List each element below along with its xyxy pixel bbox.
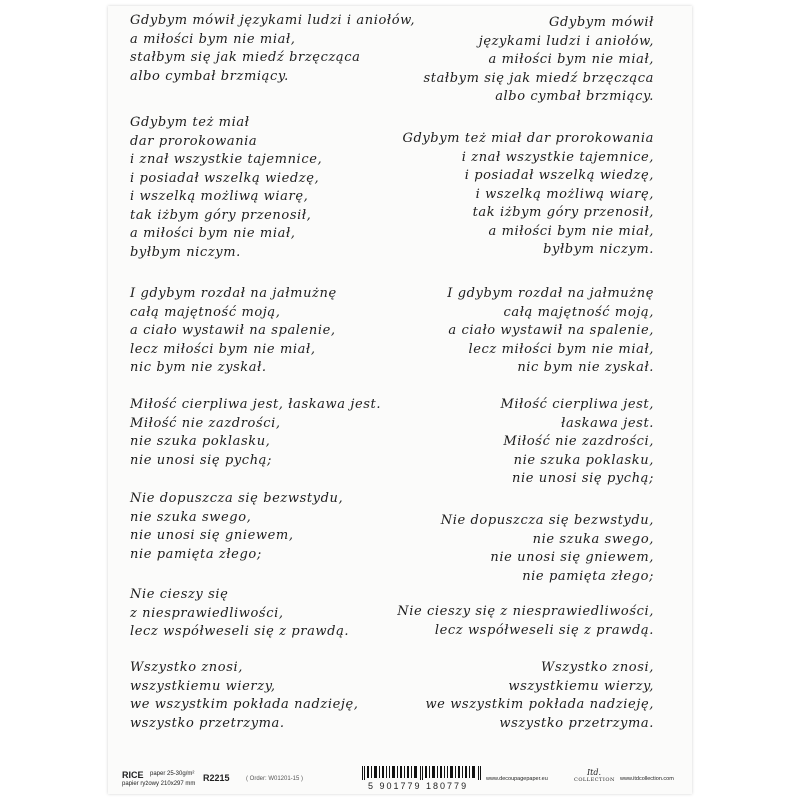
- poem-line: a miłości bym nie miał,: [488, 52, 654, 67]
- poem-line: stałbym się jak miedź brzęcząca: [130, 50, 361, 65]
- poem-line: Miłość nie zazdrości,: [130, 415, 281, 431]
- poem-line: stałbym się jak miedź brzęcząca: [423, 70, 654, 86]
- order-number: ( Order: W01201-15 ): [246, 776, 304, 782]
- stanza-right: [423, 14, 654, 107]
- poem-line: Nie cieszy się z niesprawiedliwości,: [397, 604, 654, 619]
- poem-line: lecz miłości bym nie miał,: [468, 341, 654, 357]
- stanza-left: [130, 659, 359, 733]
- poem-line: lecz miłości bym nie miał,: [130, 341, 316, 357]
- rice-paper-sheet: [108, 6, 692, 794]
- poem-line: Wszystko znosi,: [130, 660, 243, 675]
- poem-line: i wszelką możliwą wiarę,: [130, 189, 309, 204]
- poem-line: nic bym nie zyskał.: [517, 360, 654, 375]
- poem-line: nie szuka swego,: [130, 509, 252, 525]
- paper-weight-label: paper 25-30g/m²: [150, 771, 195, 777]
- poem-line: całą majętność moją,: [130, 304, 281, 320]
- poem-line: we wszystkim pokłada nadzieję,: [130, 697, 359, 712]
- poem-line: a ciało wystawił na spalenie,: [130, 323, 336, 338]
- ean-number: 5 901779 180779: [368, 781, 469, 791]
- poem-line: byłbym niczym.: [543, 242, 654, 257]
- poem-line: Nie dopuszcza się bezwstydu,: [440, 513, 654, 528]
- poem-line: a miłości bym nie miał,: [130, 31, 296, 47]
- poem-line: nie pamięta złego;: [522, 568, 654, 584]
- website-decoupage: www.decoupagepaper.eu: [486, 776, 548, 782]
- poem-line: a miłości bym nie miał,: [488, 223, 654, 239]
- poem-line: Gdybym też miał: [130, 115, 250, 130]
- poem-line: nie unosi się pychą;: [512, 471, 654, 486]
- stanza-right: [397, 603, 654, 640]
- poem-line: nie szuka swego,: [532, 531, 654, 547]
- poem-line: i znał wszystkie tajemnice,: [130, 152, 323, 167]
- logo-itd-text: Itd.: [586, 768, 602, 777]
- poem-line: Gdybym mówił językami ludzi i aniołów,: [130, 13, 416, 28]
- poem-line: Miłość cierpliwa jest,: [500, 397, 654, 412]
- poem-line: nie pamięta złego;: [130, 546, 262, 562]
- poem-line: Nie dopuszcza się bezwstydu,: [130, 491, 344, 506]
- poem-line: łaskawa jest.: [561, 415, 654, 431]
- poem-line: wszystkiemu wierzy,: [130, 678, 276, 694]
- poem-line: nie szuka poklasku,: [130, 434, 271, 449]
- stanza-left: [130, 285, 337, 378]
- poem-line: nie szuka poklasku,: [513, 452, 654, 468]
- product-footer: [108, 768, 692, 794]
- poem-line: Wszystko znosi,: [541, 660, 654, 675]
- stanza-left: [130, 114, 322, 262]
- stanza-left: [130, 12, 415, 86]
- logo-collection-text: COLLECTION: [574, 777, 615, 783]
- poem-line: nie unosi się gniewem,: [130, 528, 294, 543]
- poem-line: I gdybym rozdał na jałmużnę: [447, 286, 654, 301]
- product-code: R2215: [203, 773, 230, 783]
- stanza-left: [130, 490, 343, 564]
- poem-line: wszystkiemu wierzy,: [508, 678, 654, 694]
- barcode-icon: [360, 766, 490, 780]
- poem-line: Gdybym mówił: [548, 15, 654, 30]
- poem-line: i wszelką możliwą wiarę,: [475, 186, 654, 202]
- brand-label: RICE: [122, 770, 144, 780]
- stanza-right: [441, 512, 654, 586]
- stanza-right: [500, 396, 654, 489]
- poem-line: dar prorokowania: [130, 133, 258, 149]
- poem-line: nie unosi się pychą;: [130, 452, 272, 468]
- poem-line: byłbym niczym.: [130, 244, 241, 260]
- poem-line: Miłość cierpliwa jest, łaskawa jest.: [130, 397, 382, 412]
- poem-line: albo cymbał brzmiący.: [495, 89, 654, 104]
- poem-line: wszystko przetrzyma.: [499, 715, 654, 731]
- poem-line: z niesprawiedliwości,: [130, 605, 284, 621]
- stanza-left: [130, 396, 381, 470]
- website-itdcollection: www.itdcollection.com: [620, 776, 674, 782]
- poem-line: całą majętność moją,: [503, 304, 654, 320]
- stanza-right: [447, 285, 654, 378]
- stanza-right: [425, 659, 654, 733]
- poem-line: a ciało wystawił na spalenie,: [448, 323, 654, 338]
- poem-line: tak iżbym góry przenosił,: [130, 207, 312, 223]
- poem-line: albo cymbał brzmiący.: [130, 68, 289, 84]
- stanza-right: [402, 130, 654, 260]
- poem-line: I gdybym rozdał na jałmużnę: [130, 286, 337, 301]
- poem-line: i znał wszystkie tajemnice,: [461, 149, 654, 165]
- poem-line: Nie cieszy się: [130, 587, 229, 602]
- poem-line: tak iżbym góry przenosił,: [472, 205, 654, 220]
- poem-line: nic bym nie zyskał.: [130, 360, 267, 375]
- poem-line: językami ludzi i aniołów,: [478, 33, 654, 49]
- poem-line: lecz współweseli się z prawdą.: [130, 624, 350, 639]
- poem-line: Miłość nie zazdrości,: [503, 434, 654, 449]
- poem-line: a miłości bym nie miał,: [130, 226, 296, 241]
- poem-line: wszystko przetrzyma.: [130, 715, 285, 731]
- itd-collection-logo: [574, 768, 614, 783]
- paper-size-label: papier ryżowy 210x297 mm: [122, 781, 196, 787]
- stanza-left: [130, 586, 349, 642]
- poem-line: i posiadał wszelką wiedzę,: [130, 170, 320, 186]
- poem-line: i posiadał wszelką wiedzę,: [464, 168, 654, 183]
- poem-line: we wszystkim pokłada nadzieję,: [425, 697, 654, 712]
- poem-line: Gdybym też miał dar prorokowania: [402, 131, 654, 146]
- poem-line: nie unosi się gniewem,: [490, 550, 654, 565]
- poem-line: lecz współweseli się z prawdą.: [434, 622, 654, 638]
